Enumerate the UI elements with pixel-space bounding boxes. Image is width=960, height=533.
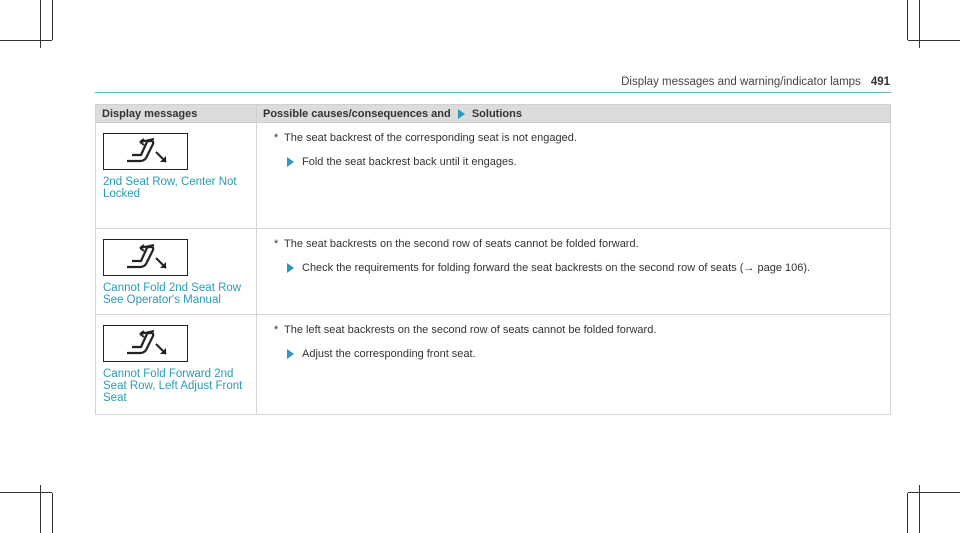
running-header-title: Display messages and warning/indicator lamps bbox=[621, 76, 861, 88]
arrow-right-icon bbox=[287, 157, 294, 167]
arrow-right-icon bbox=[458, 109, 465, 119]
header-display-messages: Display messages bbox=[96, 105, 257, 123]
cause-line: * The seat backrest of the corresponding seat is not engaged. bbox=[274, 132, 577, 144]
step-text: Adjust the corresponding front seat. bbox=[302, 348, 476, 360]
seat-fold-icon bbox=[103, 133, 188, 170]
crop-mark bbox=[908, 492, 960, 493]
step-text: Check the requirements for folding forward the seat backrests on the second row of seats (→ page 106). bbox=[302, 262, 811, 274]
message-cell bbox=[96, 315, 257, 415]
table-row bbox=[96, 315, 891, 415]
crop-mark bbox=[0, 492, 52, 493]
message-cell bbox=[96, 229, 257, 315]
cause-line: * The seat backrests on the second row of seats cannot be folded forward. bbox=[274, 238, 639, 250]
running-header bbox=[621, 76, 890, 88]
crop-mark bbox=[907, 0, 908, 40]
display-message-text: 2nd Seat Row, Center Not Locked bbox=[103, 176, 237, 200]
solution-cell bbox=[257, 123, 891, 229]
table-row bbox=[96, 229, 891, 315]
solution-step bbox=[287, 347, 890, 361]
arrow-right-icon bbox=[287, 349, 294, 359]
table-row bbox=[96, 123, 891, 229]
crop-mark bbox=[907, 493, 908, 533]
page-number: 491 bbox=[870, 76, 890, 88]
cause-text: The seat backrests on the second row of seats cannot be folded forward. bbox=[284, 238, 639, 250]
cause-text: The seat backrest of the corresponding seat is not engaged. bbox=[284, 132, 577, 144]
seat-fold-icon bbox=[103, 325, 188, 362]
header-causes-label: Possible causes/consequences and bbox=[263, 107, 451, 120]
solution-step bbox=[287, 155, 890, 169]
solution-cell bbox=[257, 229, 891, 315]
cause-line: * The left seat backrests on the second row of seats cannot be folded forward. bbox=[274, 324, 657, 336]
step-text: Fold the seat backrest back until it engages. bbox=[302, 156, 517, 168]
header-solutions-label: Solutions bbox=[471, 107, 522, 120]
display-message-text: Cannot Fold Forward 2nd Seat Row, Left Adjust Front Seat bbox=[103, 368, 243, 404]
display-messages-table bbox=[95, 104, 891, 415]
crop-mark bbox=[0, 40, 52, 41]
header-causes-solutions bbox=[257, 105, 891, 123]
message-cell bbox=[96, 123, 257, 229]
cause-text: The left seat backrests on the second row of seats cannot be folded forward. bbox=[284, 324, 657, 336]
seat-fold-icon bbox=[103, 239, 188, 276]
crop-mark bbox=[52, 493, 53, 533]
display-message-text: Cannot Fold 2nd Seat Row See Operator's Manual bbox=[103, 282, 242, 306]
table-header-row bbox=[96, 105, 891, 123]
header-rule bbox=[95, 92, 891, 93]
solution-step bbox=[287, 261, 890, 275]
crop-mark bbox=[908, 40, 960, 41]
crop-mark bbox=[52, 0, 53, 40]
arrow-right-icon bbox=[287, 263, 294, 273]
solution-cell bbox=[257, 315, 891, 415]
